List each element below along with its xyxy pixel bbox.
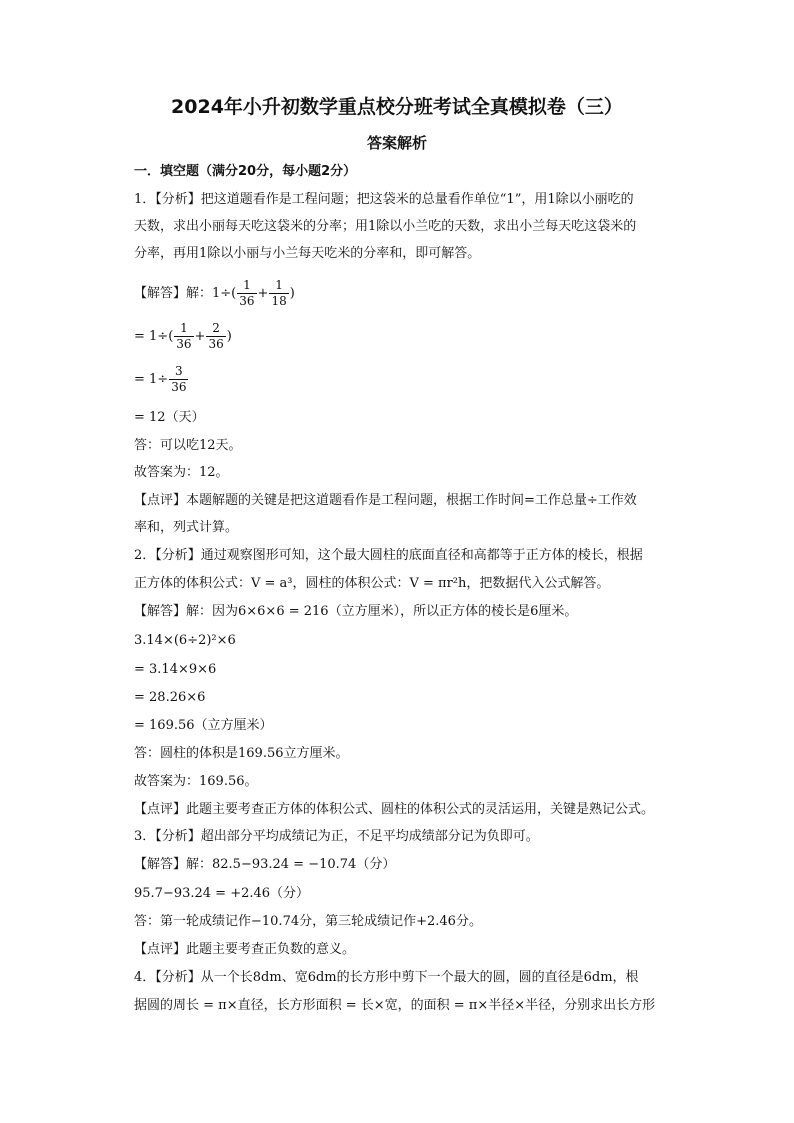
fraction bbox=[269, 278, 288, 309]
q2-comment: 【点评】此题主要考查正方体的体积公式、圆柱的体积公式的灵活运用，关键是熟记公式。 bbox=[134, 802, 655, 817]
fraction-denominator: 36 bbox=[171, 380, 187, 394]
fraction bbox=[206, 321, 225, 352]
close-paren: ) bbox=[289, 286, 295, 301]
plus-sign: + bbox=[194, 329, 206, 344]
q1-step-3 bbox=[134, 364, 674, 395]
fraction-numerator: 1 bbox=[174, 321, 193, 337]
fraction-denominator: 36 bbox=[239, 294, 255, 308]
q2-step-1: 3.14×(6÷2)²×6 bbox=[134, 633, 236, 648]
fraction bbox=[169, 364, 188, 395]
fraction-denominator: 36 bbox=[208, 337, 224, 351]
q1-analysis-line-1: 1．【分析】把这道题看作是工程问题；把这袋米的总量看作单位“1”，用1除以小丽吃的 bbox=[134, 192, 634, 207]
q1-comment-line-1: 【点评】本题解题的关键是把这道题看作是工程问题，根据工作时间=工作总量÷工作效 bbox=[134, 493, 637, 508]
page-title: 2024年小升初数学重点校分班考试全真模拟卷（三） bbox=[171, 96, 623, 118]
q1-step-3-prefix: = 1÷ bbox=[134, 372, 169, 387]
fraction bbox=[237, 278, 256, 309]
q3-step-1: 95.7−93.24 = +2.46（分） bbox=[134, 886, 310, 901]
close-paren: ) bbox=[226, 329, 232, 344]
plus-sign: + bbox=[257, 286, 269, 301]
q2-answer: 答：圆柱的体积是169.56立方厘米。 bbox=[134, 746, 349, 761]
q4-analysis-line-1: 4．【分析】从一个长8dm、宽6dm的长方形中剪下一个最大的圆，圆的直径是6dm，根 bbox=[134, 970, 639, 985]
q2-final-answer: 故答案为：169.56。 bbox=[134, 774, 258, 789]
section-heading: 一．填空题（满分20分，每小题2分） bbox=[134, 164, 357, 179]
q1-step-2-prefix: = 1÷( bbox=[134, 329, 174, 344]
q2-step-3: = 28.26×6 bbox=[134, 690, 206, 705]
q1-solution bbox=[134, 278, 674, 309]
q1-step-4: = 12（天） bbox=[134, 410, 205, 425]
q1-answer: 答：可以吃12天。 bbox=[134, 438, 242, 453]
q1-analysis-line-3: 分率，再用1除以小丽与小兰每天吃米的分率和，即可解答。 bbox=[134, 246, 481, 261]
q1-step-2 bbox=[134, 321, 674, 352]
fraction-denominator: 36 bbox=[176, 337, 192, 351]
fraction-numerator: 2 bbox=[206, 321, 225, 337]
fraction-numerator: 1 bbox=[269, 278, 288, 294]
q1-analysis-line-2: 天数，求出小丽每天吃这袋米的分率；用1除以小兰吃的天数，求出小兰每天吃这袋米的 bbox=[134, 219, 637, 234]
q2-step-2: = 3.14×9×6 bbox=[134, 662, 217, 677]
q3-solution: 【解答】解：82.5−93.24 = −10.74（分） bbox=[134, 857, 396, 872]
q2-solution: 【解答】解：因为6×6×6 = 216（立方厘米），所以正方体的棱长是6厘米。 bbox=[134, 604, 578, 619]
fraction-numerator: 1 bbox=[237, 278, 256, 294]
fraction-numerator: 3 bbox=[169, 364, 188, 380]
q3-answer: 答：第一轮成绩记作−10.74分，第三轮成绩记作+2.46分。 bbox=[134, 914, 482, 929]
q1-final-answer: 故答案为：12。 bbox=[134, 465, 229, 480]
q1-solution-prefix: 【解答】解：1÷( bbox=[134, 286, 237, 301]
fraction bbox=[174, 321, 193, 352]
q4-analysis-line-2: 据圆的周长 = π×直径，长方形面积 = 长×宽，的面积 = π×半径×半径，分别求出长方形 bbox=[134, 998, 656, 1013]
q2-analysis-line-1: 2．【分析】通过观察图形可知，这个最大圆柱的底面直径和高都等于正方体的棱长，根据 bbox=[134, 548, 643, 563]
q2-analysis-line-2: 正方体的体积公式：V = a³，圆柱的体积公式：V = πr²h，把数据代入公式解答。 bbox=[134, 576, 610, 591]
fraction-denominator: 18 bbox=[271, 294, 287, 308]
q3-comment: 【点评】此题主要考查正负数的意义。 bbox=[134, 942, 356, 957]
page-subtitle: 答案解析 bbox=[366, 134, 427, 152]
q3-analysis: 3．【分析】超出部分平均成绩记为正，不足平均成绩部分记为负即可。 bbox=[134, 829, 539, 844]
q2-step-4: = 169.56（立方厘米） bbox=[134, 718, 273, 733]
q1-comment-line-2: 率和，列式计算。 bbox=[134, 520, 239, 535]
